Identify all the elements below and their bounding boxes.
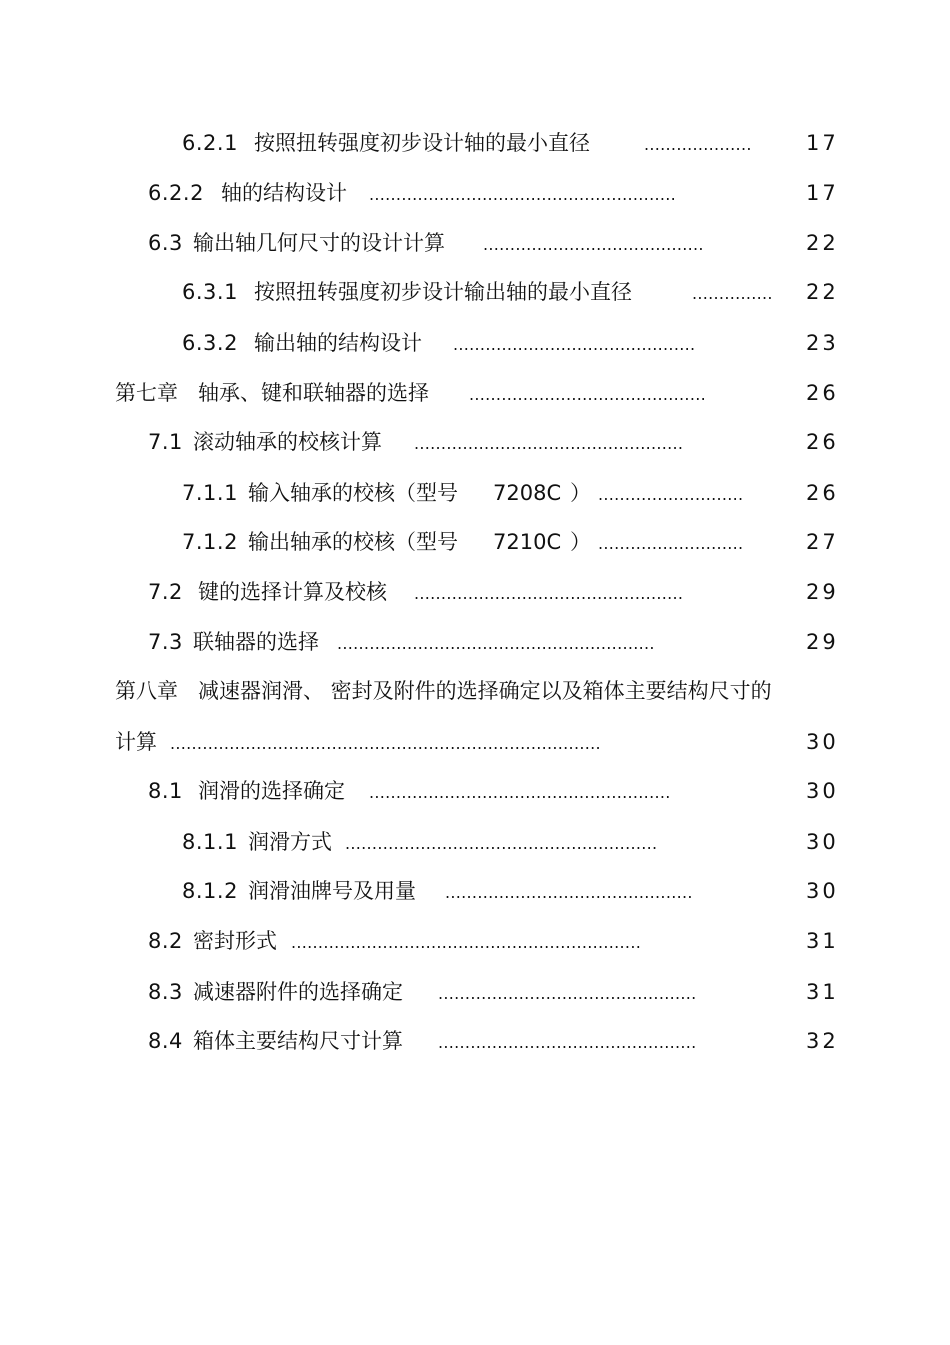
toc-entry-number: 8.1.1 — [182, 830, 238, 854]
toc-entry-title: 滚动轴承的校核计算 — [193, 430, 382, 454]
toc-entry-number: 7.3 — [148, 630, 183, 654]
toc-entry-number: 6.2.2 — [148, 181, 204, 205]
toc-entry-close-paren: ） — [570, 481, 591, 505]
toc-leader-dots: ........................................................... — [337, 634, 655, 653]
toc-page-number: 30 — [806, 879, 839, 903]
toc-leader-dots: ............................................. — [453, 335, 696, 354]
toc-page-number: 23 — [806, 331, 839, 355]
toc-entry-number: 7.1 — [148, 430, 183, 454]
toc-entry-title: 密封形式 — [193, 929, 277, 953]
toc-entry-title: 输出轴的结构设计 — [254, 331, 422, 355]
toc-page-number: 26 — [806, 481, 839, 505]
toc-leader-dots: ............................................ — [469, 385, 706, 404]
toc-page-number: 30 — [806, 730, 839, 754]
toc-entry-model: 7208C — [493, 481, 562, 505]
toc-entry-number: 8.1.2 — [182, 879, 238, 903]
toc-leader-dots: .............................................. — [445, 883, 693, 902]
toc-leader-dots: ................................................................................ — [170, 734, 601, 753]
toc-page-number: 32 — [806, 1029, 839, 1053]
toc-entry-title: 轴的结构设计 — [221, 181, 347, 205]
toc-page-number: 22 — [806, 280, 839, 304]
toc-entry-number: 6.3.2 — [182, 331, 238, 355]
toc-entry-number: 7.1.1 — [182, 481, 238, 505]
toc-entry-number: 8.4 — [148, 1029, 183, 1053]
toc-entry-title: 轴承、键和联轴器的选择 — [198, 381, 429, 405]
toc-entry-number: 8.2 — [148, 929, 183, 953]
toc-leader-dots: ............... — [692, 284, 773, 303]
toc-entry-title: 输出轴几何尺寸的设计计算 — [193, 231, 445, 255]
toc-leader-dots: .................................................. — [414, 434, 684, 453]
toc-leader-dots: ................................................ — [438, 984, 697, 1003]
toc-leader-dots: ........................... — [598, 485, 744, 504]
toc-page-number: 27 — [806, 530, 839, 554]
toc-page-number: 26 — [806, 381, 839, 405]
toc-entry-title: 润滑油牌号及用量 — [248, 879, 416, 903]
toc-entry-title: 润滑的选择确定 — [198, 779, 345, 803]
toc-leader-dots: ................................................................. — [291, 933, 642, 952]
toc-page-number: 22 — [806, 231, 839, 255]
toc-entry-number: 6.3 — [148, 231, 183, 255]
toc-leader-dots: ......................................................... — [369, 185, 676, 204]
toc-entry-number: 6.3.1 — [182, 280, 238, 304]
toc-entry-title: 箱体主要结构尺寸计算 — [193, 1029, 403, 1053]
toc-page-number: 30 — [806, 779, 839, 803]
toc-entry-title: 输入轴承的校核（型号 — [248, 481, 458, 505]
toc-entry-model: 7210C — [493, 530, 562, 554]
toc-entry-number: 7.1.2 — [182, 530, 238, 554]
toc-entry-close-paren: ） — [570, 530, 591, 554]
toc-entry-title: 键的选择计算及校核 — [198, 580, 387, 604]
toc-page-number: 30 — [806, 830, 839, 854]
toc-leader-dots: ......................................... — [483, 235, 704, 254]
toc-page-number: 17 — [806, 181, 839, 205]
toc-entry-title: 按照扭转强度初步设计输出轴的最小直径 — [254, 280, 632, 304]
toc-entry-number: 第七章 — [115, 381, 178, 405]
toc-leader-dots: ........................... — [598, 534, 744, 553]
toc-entry-number: 8.1 — [148, 779, 183, 803]
toc-entry-title: 按照扭转强度初步设计轴的最小直径 — [254, 131, 590, 155]
toc-leader-dots: .......................................................... — [345, 834, 658, 853]
toc-entry-title: 润滑方式 — [248, 830, 332, 854]
toc-entry-number: 7.2 — [148, 580, 183, 604]
toc-page-number: 29 — [806, 630, 839, 654]
toc-page-number: 31 — [806, 929, 839, 953]
toc-entry-title: 输出轴承的校核（型号 — [248, 530, 458, 554]
toc-page-number: 26 — [806, 430, 839, 454]
toc-entry-title: 联轴器的选择 — [193, 630, 319, 654]
toc-leader-dots: .................................................. — [414, 584, 684, 603]
toc-page-number: 29 — [806, 580, 839, 604]
toc-leader-dots: ........................................................ — [369, 783, 671, 802]
toc-leader-dots: ................................................ — [438, 1033, 697, 1052]
toc-entry-number: 8.3 — [148, 980, 183, 1004]
toc-entry-number: 6.2.1 — [182, 131, 238, 155]
toc-leader-dots: .................... — [644, 135, 752, 154]
toc-entry-title-continued: 计算 — [115, 730, 157, 754]
toc-page-number: 17 — [806, 131, 839, 155]
toc-entry-title: 减速器附件的选择确定 — [193, 980, 403, 1004]
toc-entry-title: 减速器润滑、 密封及附件的选择确定以及箱体主要结构尺寸的 — [198, 679, 772, 703]
toc-page-number: 31 — [806, 980, 839, 1004]
toc-entry-number: 第八章 — [115, 679, 178, 703]
